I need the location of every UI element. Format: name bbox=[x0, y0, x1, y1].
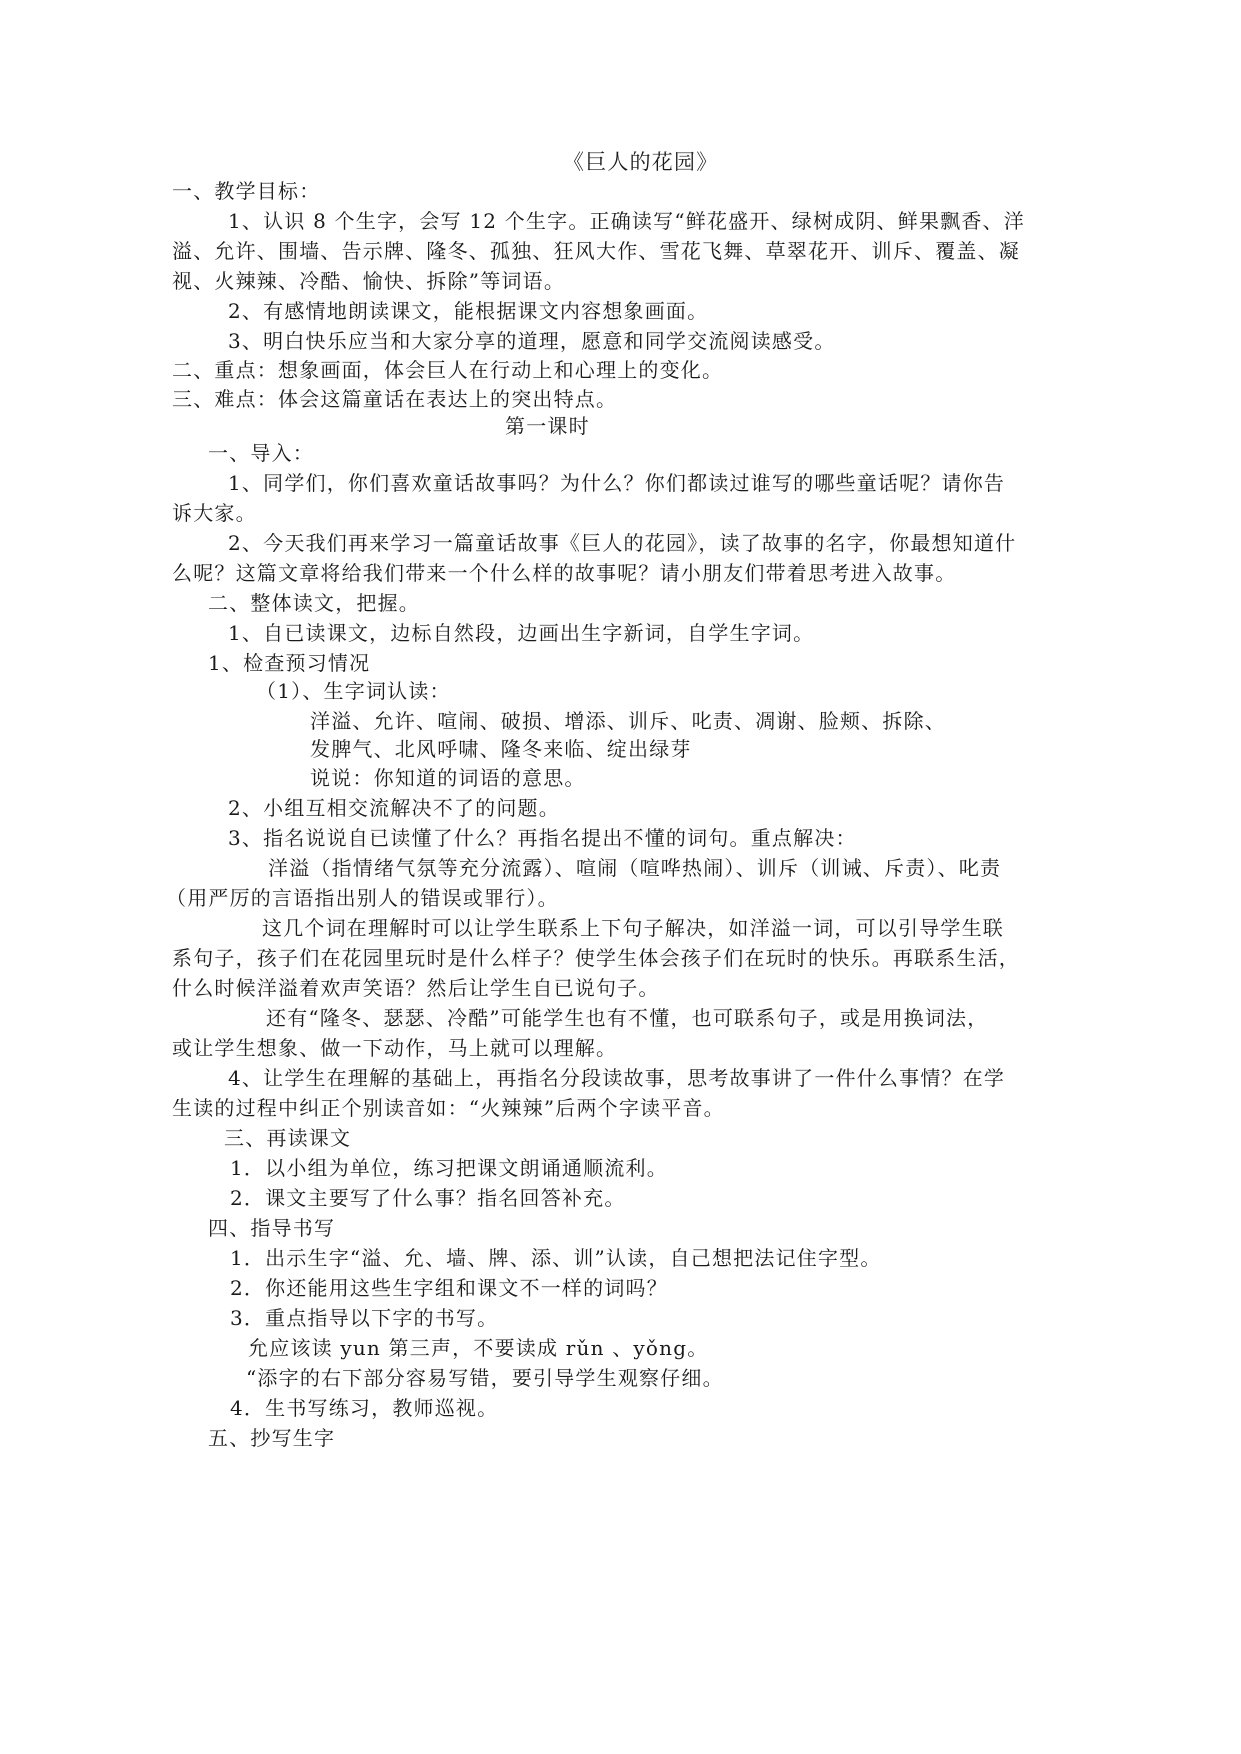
paragraph-line: 说说：你知道的词语的意思。 bbox=[310, 766, 586, 790]
paragraph-line: 洋溢（指情绪气氛等充分流露）、喧闹（喧哗热闹）、训斥（训诫、斥责）、叱责 bbox=[268, 856, 1002, 880]
paragraph-line: 1、认识 8 个生字，会写 12 个生字。正确读写“鲜花盛开、绿树成阴、鲜果飘香、洋 bbox=[228, 209, 1025, 233]
paragraph-line: 2、有感情地朗读课文，能根据课文内容想象画面。 bbox=[228, 299, 709, 323]
section-heading: 一、导入： bbox=[208, 441, 314, 465]
paragraph-line: 系句子，孩子们在花园里玩时是什么样子？使学生体会孩子们在玩时的快乐。再联系生活， bbox=[172, 946, 1020, 970]
paragraph-line: 4．生书写练习，教师巡视。 bbox=[230, 1396, 499, 1420]
paragraph-line: 2、今天我们再来学习一篇童话故事《巨人的花园》，读了故事的名字，你最想知道什 bbox=[228, 531, 1017, 555]
paragraph-line: 2、小组互相交流解决不了的问题。 bbox=[228, 796, 560, 820]
section-heading-difficulty: 三、难点：体会这篇童话在表达上的突出特点。 bbox=[172, 387, 618, 411]
lesson-heading: 第一课时 bbox=[505, 414, 590, 438]
paragraph-line: “添字的右下部分容易写错，要引导学生观察仔细。 bbox=[246, 1366, 724, 1390]
paragraph-line: 3、指名说说自已读懂了什么？再指名提出不懂的词句。重点解决： bbox=[228, 826, 857, 850]
document-title: 《巨人的花园》 bbox=[563, 150, 719, 174]
section-heading: 五、抄写生字 bbox=[208, 1426, 336, 1450]
section-heading-objectives: 一、教学目标： bbox=[172, 179, 321, 203]
paragraph-line: 1、自已读课文，边标自然段，边画出生字新词，自学生字词。 bbox=[228, 621, 815, 645]
paragraph-line: 还有“隆冬、瑟瑟、冷酷”可能学生也有不懂，也可联系句子，或是用换词法， bbox=[266, 1006, 989, 1030]
section-heading: 二、整体读文，把握。 bbox=[208, 591, 420, 615]
section-heading-focus: 二、重点：想象画面，体会巨人在行动上和心理上的变化。 bbox=[172, 358, 724, 382]
paragraph-line: 1、同学们，你们喜欢童话故事吗？为什么？你们都读过谁写的哪些童话呢？请你告 bbox=[228, 471, 1006, 495]
paragraph-line: 1．出示生字“溢、允、墙、牌、添、训”认读，自己想把法记住字型。 bbox=[230, 1246, 882, 1270]
paragraph-line: 生读的过程中纠正个别读音如：“火辣辣”后两个字读平音。 bbox=[172, 1096, 725, 1120]
paragraph-line: 1、检查预习情况 bbox=[208, 651, 371, 675]
paragraph-line: （用严厉的言语指出别人的错误或罪行）。 bbox=[166, 886, 559, 910]
paragraph-line: 诉大家。 bbox=[172, 501, 257, 525]
section-heading: 四、指导书写 bbox=[208, 1216, 336, 1240]
section-heading: 三、再读课文 bbox=[224, 1126, 352, 1150]
paragraph-line: 1．以小组为单位，练习把课文朗诵通顺流利。 bbox=[230, 1156, 668, 1180]
paragraph-line: 么呢？这篇文章将给我们带来一个什么样的故事呢？请小朋友们带着思考进入故事。 bbox=[172, 561, 957, 585]
paragraph-line: 视、火辣辣、冷酷、愉快、拆除”等词语。 bbox=[172, 269, 566, 293]
paragraph-line: 什么时候洋溢着欢声笑语？然后让学生自已说句子。 bbox=[172, 976, 660, 1000]
paragraph-line: 3．重点指导以下字的书写。 bbox=[230, 1306, 499, 1330]
word-list-line: 洋溢、允许、喧闹、破损、增添、训斥、叱责、凋谢、脸颊、拆除、 bbox=[310, 709, 946, 733]
paragraph-line: 2．你还能用这些生字组和课文不一样的词吗？ bbox=[230, 1276, 668, 1300]
paragraph-line: 3、明白快乐应当和大家分享的道理，愿意和同学交流阅读感受。 bbox=[228, 329, 836, 353]
paragraph-line: 或让学生想象、做一下动作，马上就可以理解。 bbox=[172, 1036, 618, 1060]
paragraph-line: 溢、允许、围墙、告示牌、隆冬、孤独、狂风大作、雪花飞舞、草翠花开、训斥、覆盖、凝 bbox=[172, 239, 1020, 263]
paragraph-line: 2．课文主要写了什么事？指名回答补充。 bbox=[230, 1186, 626, 1210]
paragraph-line: （1）、生字词认读： bbox=[256, 679, 451, 703]
paragraph-line: 允应该读 yun 第三声，不要读成 rǔn 、yǒng。 bbox=[248, 1336, 709, 1360]
paragraph-line: 4、让学生在理解的基础上，再指名分段读故事，思考故事讲了一件什么事情？在学 bbox=[228, 1066, 1006, 1090]
word-list-line: 发脾气、北风呼啸、隆冬来临、绽出绿芽 bbox=[310, 737, 692, 761]
paragraph-line: 这几个词在理解时可以让学生联系上下句子解决，如洋溢一词，可以引导学生联 bbox=[262, 916, 1004, 940]
